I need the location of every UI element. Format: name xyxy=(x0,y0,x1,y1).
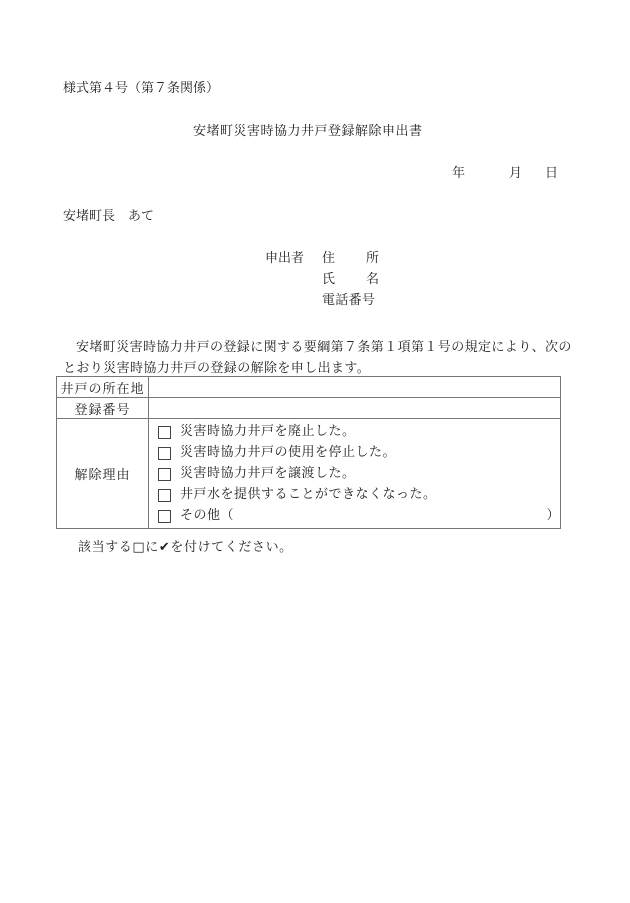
reason-transferred[interactable] xyxy=(156,463,560,484)
checkbox-icon[interactable] xyxy=(158,489,171,502)
reason-suspended[interactable] xyxy=(156,442,560,463)
body-text: 安堵町災害時協力井戸の登録に関する要綱第７条第１項第１号の規定により、次のとおり災害時協力井戸の登録の解除を申し出ます。 xyxy=(63,340,572,376)
checkbox-icon[interactable] xyxy=(158,426,171,439)
reason-other[interactable] xyxy=(156,505,560,526)
other-close: ） xyxy=(546,508,560,523)
other-reason-field[interactable] xyxy=(180,505,560,526)
form-table xyxy=(56,376,561,529)
document-title: 安堵町災害時協力井戸登録解除申出書 xyxy=(193,124,423,139)
reason-text: 災害時協力井戸の使用を停止した。 xyxy=(180,445,397,460)
reasons-cell xyxy=(149,419,561,529)
phone-label xyxy=(322,293,379,314)
other-open: その他（ xyxy=(180,508,235,523)
name-label-a: 氏 xyxy=(322,272,336,287)
applicant-label: 申出者 xyxy=(265,251,305,266)
registration-number-field[interactable] xyxy=(149,398,561,419)
reason-abolished[interactable] xyxy=(156,421,560,442)
checkbox-icon[interactable] xyxy=(158,468,171,481)
date-year: 年 xyxy=(452,166,466,181)
table-row-registration xyxy=(57,398,561,419)
date-month: 月 xyxy=(509,166,523,181)
date-day: 日 xyxy=(545,166,559,181)
applicant-block xyxy=(265,251,379,314)
phone-label-text: 電話番号 xyxy=(322,293,376,308)
location-field[interactable] xyxy=(149,377,561,398)
address-label-a: 住 xyxy=(322,251,336,266)
table-row-location xyxy=(57,377,561,398)
name-label-b: 名 xyxy=(365,272,379,287)
form-number: 様式第４号（第７条関係） xyxy=(63,81,220,96)
checkbox-icon[interactable] xyxy=(158,447,171,460)
instruction-note: 該当する□に✔を付けてください。 xyxy=(78,540,293,555)
reason-text: 災害時協力井戸を譲渡した。 xyxy=(180,466,356,481)
location-label: 井戸の所在地 xyxy=(57,377,149,398)
date-line xyxy=(452,166,558,182)
table-row-reasons xyxy=(57,419,561,529)
address-label-b: 所 xyxy=(365,251,379,266)
name-label xyxy=(322,272,379,293)
reason-cannot-provide[interactable] xyxy=(156,484,560,505)
reason-text: 井戸水を提供することができなくなった。 xyxy=(180,487,437,502)
address-label xyxy=(322,251,379,272)
checkbox-icon[interactable] xyxy=(158,510,171,523)
registration-number-label: 登録番号 xyxy=(57,398,149,419)
addressee: 安堵町長 あて xyxy=(63,209,155,224)
reason-text: 災害時協力井戸を廃止した。 xyxy=(180,424,356,439)
reasons-label: 解除理由 xyxy=(57,419,149,529)
